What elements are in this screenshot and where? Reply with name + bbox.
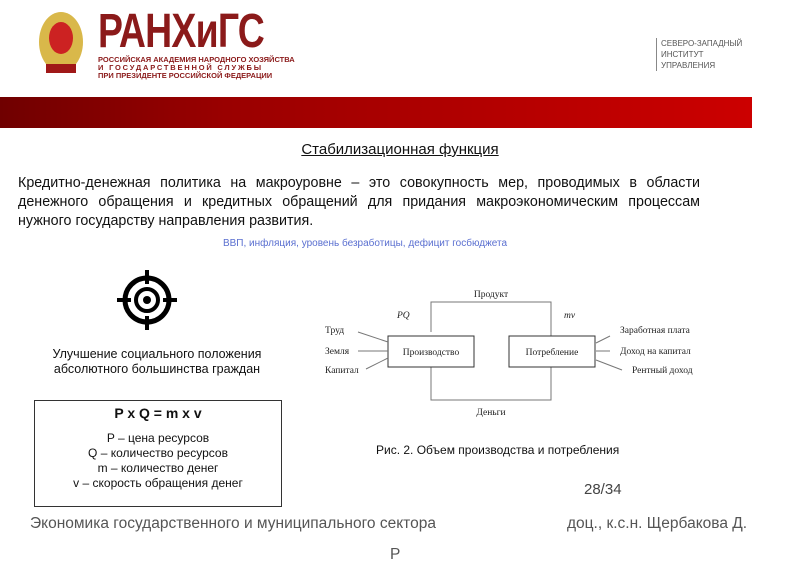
indicators-text: ВВП, инфляция, уровень безработицы, дефицит госбюджета: [222, 238, 508, 249]
slide-title: Стабилизационная функция: [301, 141, 499, 158]
target-icon: [115, 268, 179, 332]
institute-line: СЕВЕРО-ЗАПАДНЫЙ: [661, 39, 743, 48]
label-pq: PQ: [397, 311, 410, 321]
output-label: Доход на капитал: [620, 347, 691, 357]
logo-subtitle: И ГОСУДАРСТВЕННОЙ СЛУЖБЫ: [98, 63, 263, 72]
footer-course: Экономика государственного и муниципального сектора: [30, 515, 436, 532]
formula-box: [34, 400, 282, 507]
formula-line: v – скорость обращения денег: [73, 476, 243, 490]
improvement-line: абсолютного большинства граждан: [53, 362, 261, 376]
institute-line: УПРАВЛЕНИЯ: [661, 61, 716, 70]
output-label: Рентный доход: [632, 366, 693, 376]
formula-line: Q – количество ресурсов: [88, 446, 228, 460]
emblem-icon: [30, 8, 92, 76]
institute-line: ИНСТИТУТ: [661, 50, 704, 59]
input-label: Труд: [325, 326, 345, 336]
formula-line: P – цена ресурсов: [106, 431, 210, 445]
improvement-text: [20, 347, 294, 377]
page-number: 28/34: [584, 481, 622, 498]
box-consumption: Потребление: [525, 348, 579, 358]
logo-title: РАНХиГС: [98, 5, 265, 58]
figure-caption: Рис. 2. Объем производства и потребления: [376, 443, 620, 457]
footer-author: доц., к.с.н. Щербакова Д.: [567, 515, 748, 532]
circular-flow-diagram: [310, 280, 710, 420]
box-production: Производство: [402, 348, 460, 358]
header-bar: [0, 97, 752, 128]
logo-subtitle: РОССИЙСКАЯ АКАДЕМИЯ НАРОДНОГО ХОЗЯЙСТВА: [98, 55, 295, 64]
logo-subtitle: ПРИ ПРЕЗИДЕНТЕ РОССИЙСКОЙ ФЕДЕРАЦИИ: [98, 71, 273, 80]
input-label: Капитал: [325, 366, 359, 376]
label-product: Продукт: [473, 290, 509, 300]
formula-line: m – количество денег: [97, 461, 219, 475]
footer-cut-text: Р: [390, 546, 401, 563]
institute-name: [656, 38, 742, 71]
label-money: Деньги: [476, 408, 506, 418]
improvement-line: Улучшение социального положения: [52, 347, 262, 361]
input-label: Земля: [325, 347, 350, 357]
definition-paragraph: Кредитно-денежная политика на макроуровне – это совокупность мер, проводимых в области денежного обращения и кредитных обращений для придания макроэкономическим процессам нужного государству направления развития.: [18, 175, 700, 229]
formula-equation: P x Q = m x v: [114, 405, 202, 421]
label-mv: mv: [564, 311, 576, 321]
output-label: Заработная плата: [620, 326, 690, 336]
